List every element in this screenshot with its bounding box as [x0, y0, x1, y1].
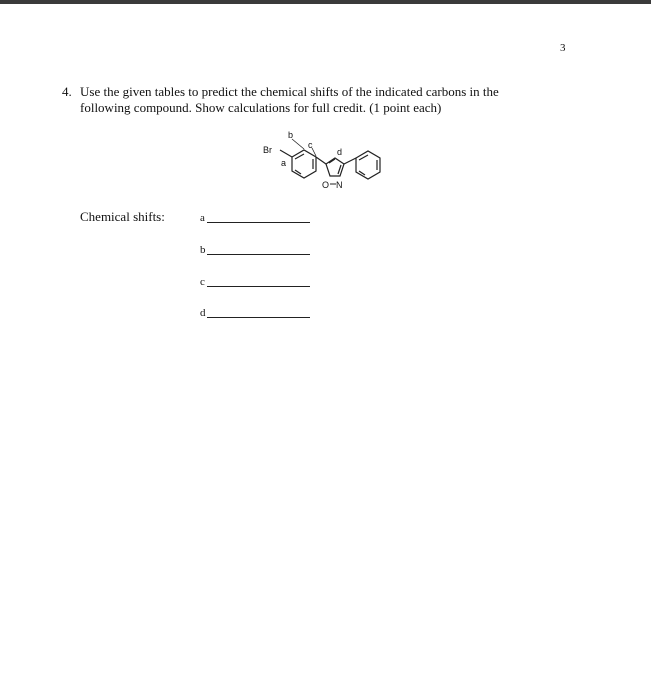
answer-row-b — [200, 240, 310, 256]
isoxazole-ring — [326, 158, 344, 176]
answer-letter-b: b — [200, 244, 206, 256]
answer-blank-a[interactable] — [207, 210, 310, 223]
answer-letter-d: d — [200, 307, 206, 319]
chemical-shifts-label: Chemical shifts: — [80, 209, 165, 224]
carbon-label-c: c — [308, 140, 313, 150]
answer-blank-d[interactable] — [207, 305, 310, 318]
question-number: 4. — [62, 84, 72, 99]
oxygen-atom-label: O — [322, 180, 330, 190]
molecule-structure — [240, 126, 420, 206]
answer-row-d — [200, 303, 310, 319]
carbon-label-b: b — [288, 130, 294, 140]
answer-blank-c[interactable] — [207, 274, 310, 287]
br-bond — [280, 150, 292, 157]
carbon-label-d: d — [337, 147, 343, 157]
nitrogen-atom-label: N — [336, 180, 343, 190]
answer-row-c — [200, 272, 310, 288]
top-border — [0, 0, 651, 4]
page-number: 3 — [560, 42, 566, 54]
br-atom-label: Br — [263, 145, 272, 155]
answer-letter-a: a — [200, 212, 205, 224]
question-text: Use the given tables to predict the chemical shifts of the indicated carbons in the following compound. Show calculations for full credit. (1 point each) — [80, 84, 499, 115]
answer-row-a — [200, 208, 310, 224]
answer-letter-c: c — [200, 276, 205, 288]
answer-blank-b[interactable] — [207, 242, 310, 255]
carbon-label-a: a — [281, 158, 287, 168]
